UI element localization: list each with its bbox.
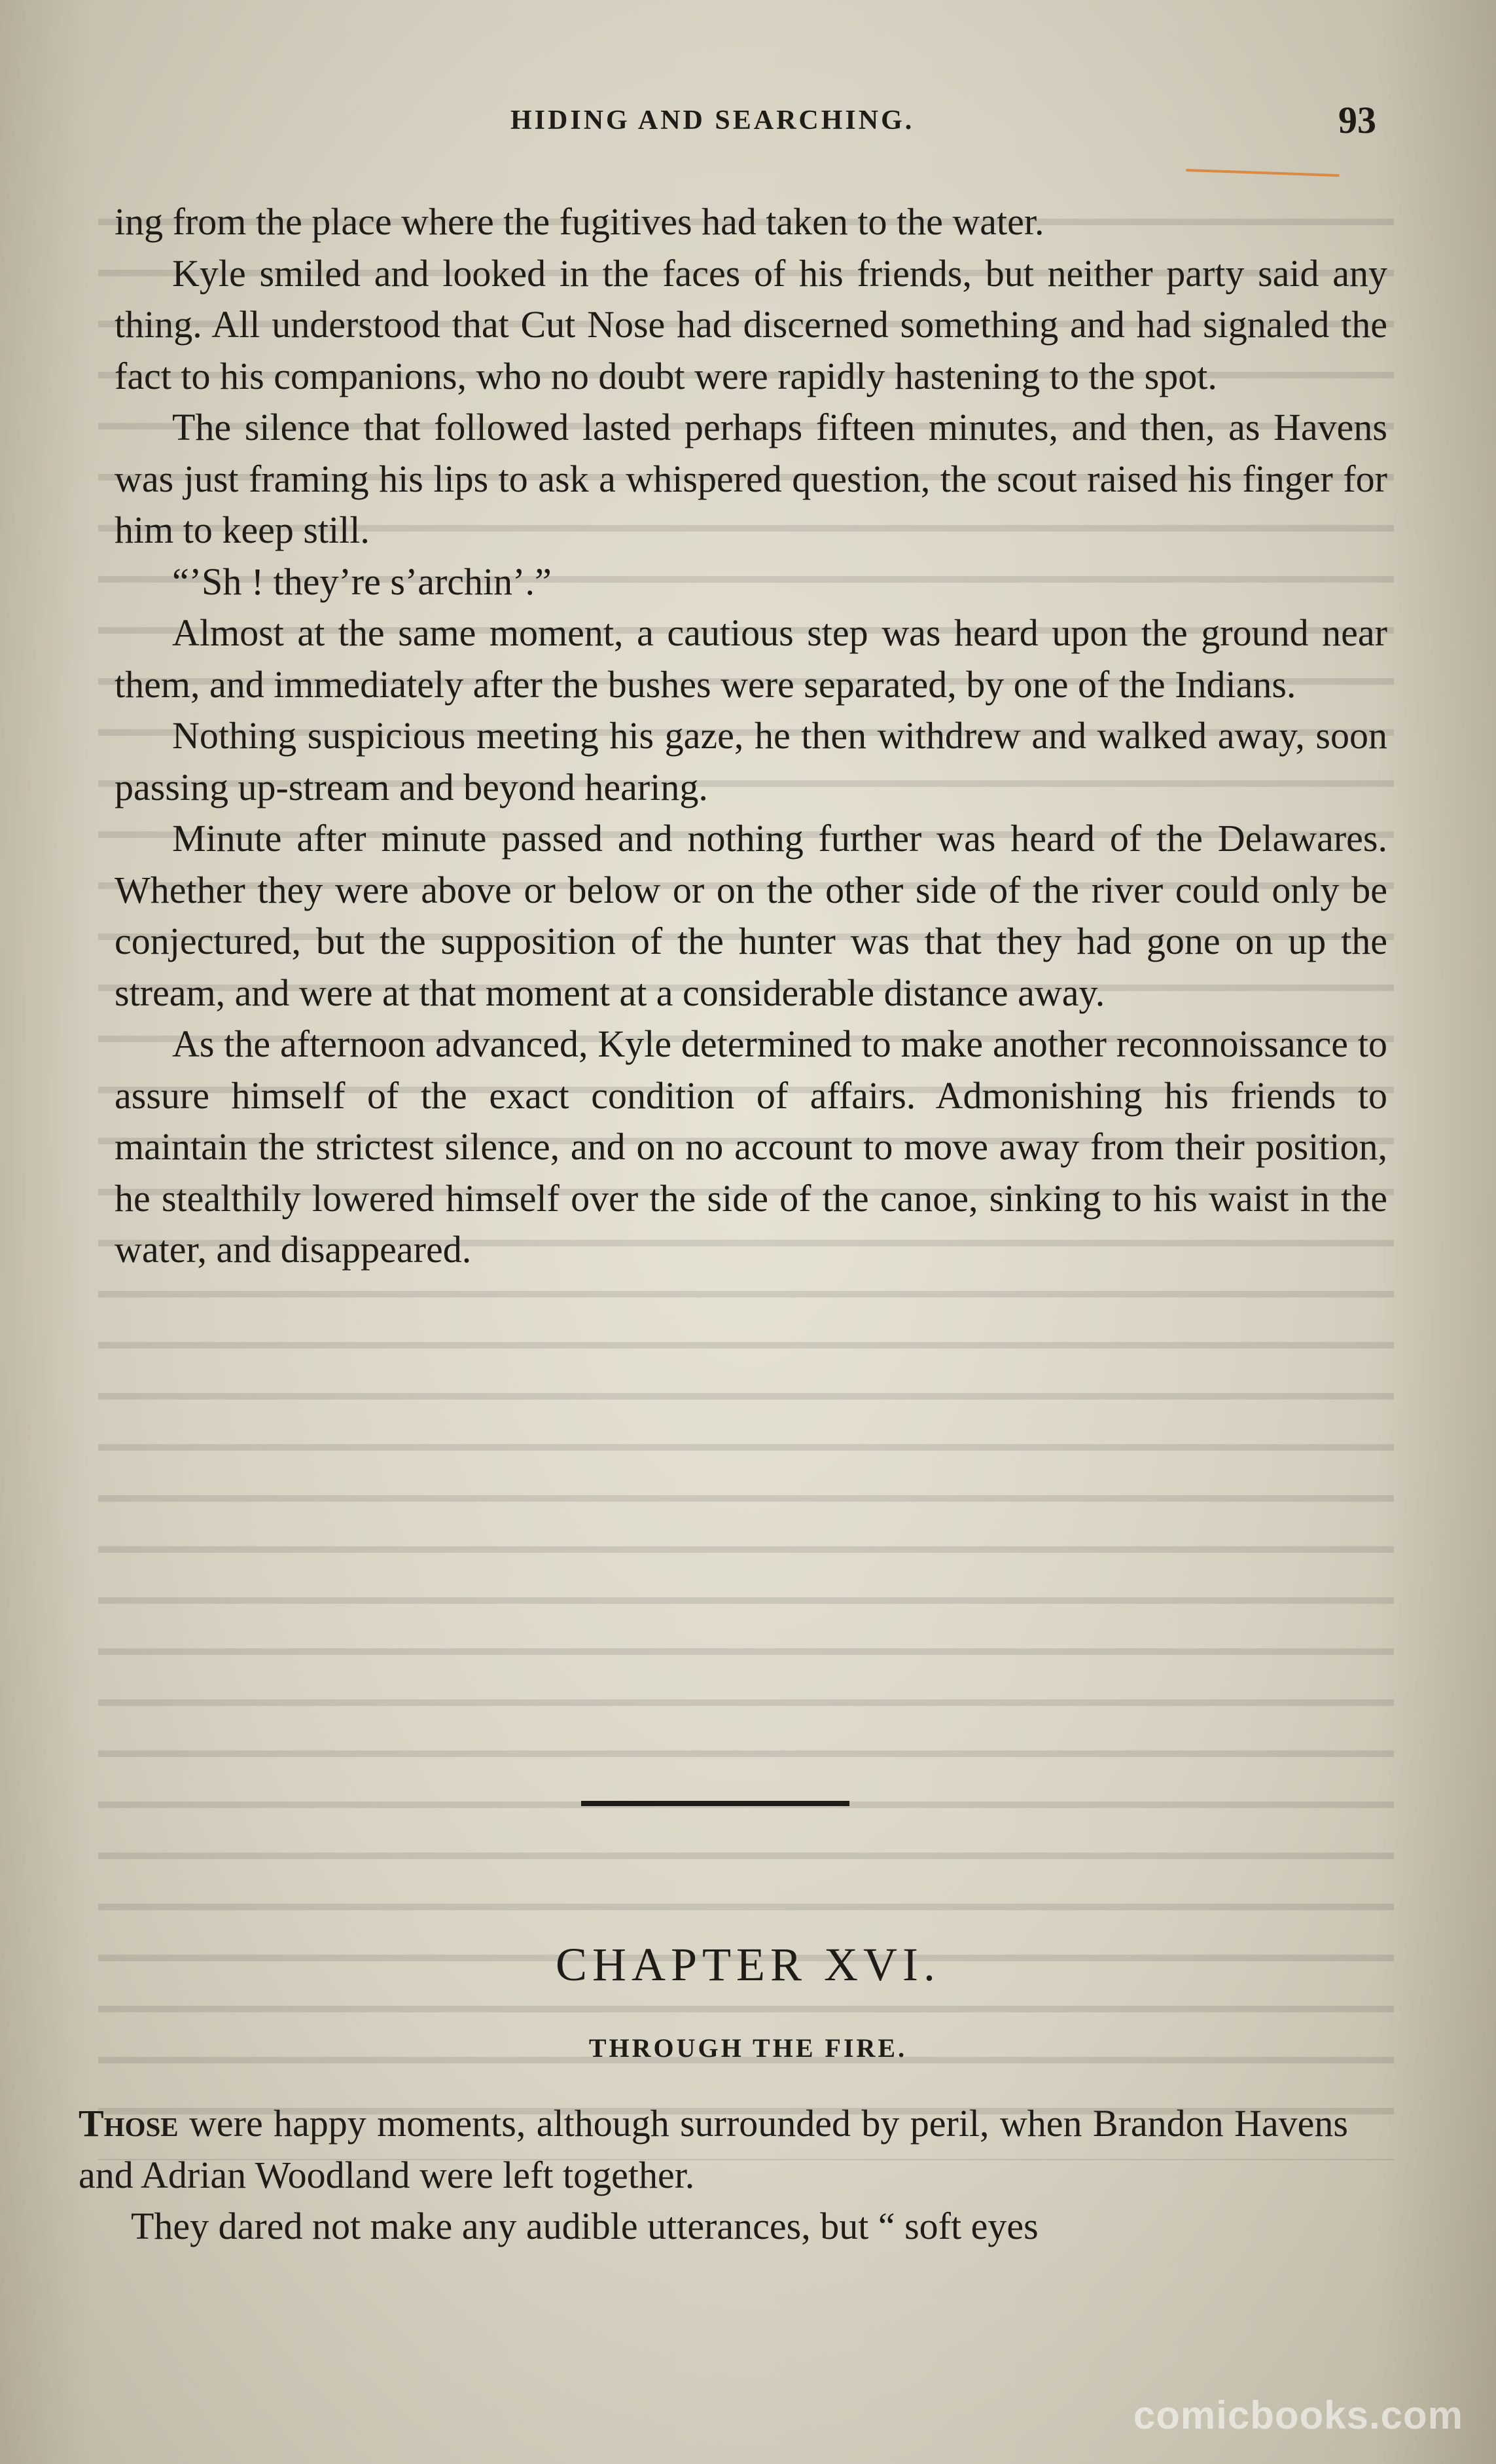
chapter-subtitle: THROUGH THE FIRE.	[588, 2033, 908, 2063]
paragraph: Almost at the same moment, a cautious step was heard upon the ground near them, and immediately after the bushes were separated, by one of the Indians.	[115, 611, 1387, 706]
paragraph: ing from the place where the fugitives had taken to the water.	[115, 200, 1044, 243]
chapter-paragraph: They dared not make any audible utterances, but “ soft eyes	[131, 2205, 1039, 2247]
paragraph: Minute after minute passed and nothing further was heard of the Delawares. Whether they were above or below or on the other side of the river could only be conjectured, but the supposition of the hunter was that they had gone on up the stream, and were at that moment at a considerable distance away.	[115, 817, 1387, 1014]
paragraph: As the afternoon advanced, Kyle determined to make another reconnoissance to assure himself of the exact condition of affairs. Admonishing his friends to maintain the strictest silence, and on no account to move away from their position, he stealthily lowered himself over the side of the canoe, sinking to his waist in the water, and disappeared.	[115, 1023, 1387, 1271]
paragraph: The silence that followed lasted perhaps fifteen minutes, and then, as Havens was just framing his lips to ask a whispered question, the scout raised his finger for him to keep still.	[115, 406, 1387, 551]
paragraph: “’Sh ! they’re s’archin’.”	[172, 560, 552, 603]
paragraph: Nothing suspicious meeting his gaze, he then withdrew and walked away, soon passing up-stream and beyond hearing.	[115, 714, 1387, 808]
section-divider	[581, 1801, 849, 1806]
chapter-text	[79, 2098, 1348, 2253]
watermark: comicbooks.com	[1133, 2393, 1463, 2437]
page-number: 93	[1338, 99, 1376, 141]
chapter-title: CHAPTER XVI.	[555, 1938, 940, 1991]
chapter-paragraph-rest: were happy moments, although surrounded by peril, when Brandon Havens and Adrian Woodland were left together.	[79, 2102, 1348, 2196]
running-head: HIDING AND SEARCHING.	[510, 105, 915, 136]
paragraph: Kyle smiled and looked in the faces of his friends, but neither party said any thing. All understood that Cut Nose had discerned something and had signaled the fact to his companions, who no doubt were rapidly hastening to the spot.	[115, 251, 1387, 397]
chapter-opening-word: Those	[79, 2102, 179, 2145]
decorative-mark	[1186, 169, 1340, 177]
body-text	[115, 196, 1387, 1276]
chapter-paragraph	[79, 2098, 1348, 2201]
